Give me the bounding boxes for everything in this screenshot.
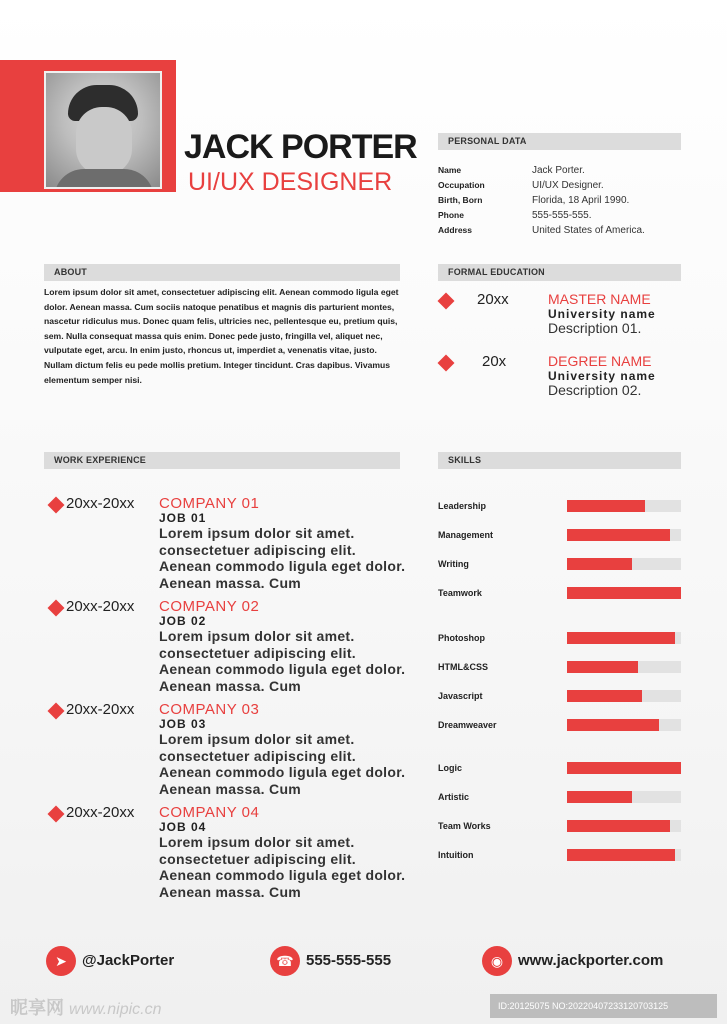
skill-label: HTML&CSS	[438, 662, 488, 672]
contact-phone[interactable]	[270, 946, 430, 976]
education-year: 20xx	[477, 291, 509, 308]
work-years: 20xx-20xx	[66, 701, 135, 718]
skill-label: Dreamweaver	[438, 720, 497, 730]
skill-bar-fill	[567, 587, 681, 599]
skill-label: Writing	[438, 559, 469, 569]
person-title: UI/UX DESIGNER	[188, 168, 393, 196]
bullet-diamond	[48, 600, 65, 617]
skill-bar	[567, 791, 681, 803]
skills-heading: SKILLS	[438, 452, 681, 469]
skill-label: Management	[438, 530, 494, 540]
bullet-diamond	[48, 497, 65, 514]
skill-label: Leadership	[438, 501, 487, 511]
personal-row	[438, 225, 645, 236]
skill-label: Intuition	[438, 850, 474, 860]
watermark-left	[10, 994, 162, 1020]
personal-value: UI/UX Designer.	[532, 180, 604, 191]
work-item	[44, 598, 404, 698]
watermark-id: ID:20125075 NO:20220407233120703125	[490, 994, 717, 1018]
job-title: JOB 04	[159, 820, 207, 834]
education-degree: MASTER NAME	[548, 291, 651, 307]
bullet-diamond	[438, 355, 455, 372]
personal-value: Jack Porter.	[532, 165, 585, 176]
work-item	[44, 701, 404, 801]
skill-label: Javascript	[438, 691, 483, 701]
skill-label: Logic	[438, 763, 462, 773]
twitter-icon: ➤	[46, 946, 76, 976]
skill-bar	[567, 558, 681, 570]
personal-key: Occupation	[438, 180, 485, 190]
phone-icon: ☎	[270, 946, 300, 976]
company-name: COMPANY 02	[159, 598, 260, 615]
personal-key: Name	[438, 165, 462, 175]
twitter-handle: @JackPorter	[82, 952, 175, 969]
skill-label: Team Works	[438, 821, 491, 831]
personal-data-heading: PERSONAL DATA	[438, 133, 681, 150]
company-name: COMPANY 03	[159, 701, 260, 718]
skill-bar	[567, 632, 681, 644]
globe-icon: ◉	[482, 946, 512, 976]
job-title: JOB 01	[159, 511, 207, 525]
job-description: Lorem ipsum dolor sit amet. consectetuer adipiscing elit. Aenean commodo ligula eget dolor. Aenean massa. Cum	[159, 834, 406, 900]
person-name: JACK PORTER	[184, 128, 417, 166]
personal-value: 555-555-555.	[532, 210, 592, 221]
about-text: Lorem ipsum dolor sit amet, consectetuer adipiscing elit. Aenean commodo ligula eget dolor. Aenean massa. Cum sociis natoque penatibus et magnis dis parturient montes, nascetur ridiculus mus. Donec quam felis, ultricies nec, pellentesque eu, pretium quis, sem. Nulla consequat massa quis enim. Donec pede justo, fringilla vel, aliquet nec, vulputate eget, arcu. In enim justo, rhoncus ut, imperdiet a, venenatis vitae, justo. Nullam dictum felis eu pede mollis pretium. Integer tincidunt. Cras dapibus. Vivamus elementum semper nisi.	[44, 287, 399, 385]
skill-bar-fill	[567, 632, 675, 644]
skill-bar	[567, 500, 681, 512]
about-heading: ABOUT	[44, 264, 400, 281]
contact-website[interactable]	[482, 946, 692, 976]
skill-bar	[567, 849, 681, 861]
skill-label: Artistic	[438, 792, 470, 802]
skill-bar	[567, 690, 681, 702]
skill-bar	[567, 820, 681, 832]
personal-key: Birth, Born	[438, 195, 483, 205]
skill-bar-fill	[567, 762, 681, 774]
work-years: 20xx-20xx	[66, 598, 135, 615]
education-description: Description 01.	[548, 320, 642, 336]
education-degree: DEGREE NAME	[548, 353, 652, 369]
skill-bar-fill	[567, 500, 645, 512]
personal-value: United States of America.	[532, 225, 645, 236]
skill-bar-fill	[567, 820, 670, 832]
education-university: University name	[548, 307, 656, 321]
skill-bar-fill	[567, 719, 659, 731]
personal-value: Florida, 18 April 1990.	[532, 195, 630, 206]
job-description: Lorem ipsum dolor sit amet. consectetuer adipiscing elit. Aenean commodo ligula eget dolor. Aenean massa. Cum	[159, 731, 406, 797]
job-title: JOB 02	[159, 614, 207, 628]
bullet-diamond	[48, 806, 65, 823]
work-years: 20xx-20xx	[66, 804, 135, 821]
skill-label: Teamwork	[438, 588, 482, 598]
skill-bar-fill	[567, 661, 638, 673]
work-years: 20xx-20xx	[66, 495, 135, 512]
personal-row	[438, 180, 604, 191]
work-item	[44, 495, 404, 595]
skill-bar	[567, 719, 681, 731]
job-description: Lorem ipsum dolor sit amet. consectetuer adipiscing elit. Aenean commodo ligula eget dolor. Aenean massa. Cum	[159, 525, 406, 591]
skill-bar	[567, 762, 681, 774]
skill-bar-fill	[567, 690, 642, 702]
company-name: COMPANY 04	[159, 804, 260, 821]
education-university: University name	[548, 369, 656, 383]
skill-bar-fill	[567, 791, 632, 803]
job-title: JOB 03	[159, 717, 207, 731]
personal-row	[438, 165, 585, 176]
skill-bar	[567, 661, 681, 673]
bullet-diamond	[438, 293, 455, 310]
skill-label: Photoshop	[438, 633, 485, 643]
bullet-diamond	[48, 703, 65, 720]
education-heading: FORMAL EDUCATION	[438, 264, 681, 281]
education-description: Description 02.	[548, 382, 642, 398]
skill-bar-fill	[567, 849, 675, 861]
job-description: Lorem ipsum dolor sit amet. consectetuer adipiscing elit. Aenean commodo ligula eget dolor. Aenean massa. Cum	[159, 628, 406, 694]
watermark-brand: 昵享网	[10, 998, 64, 1018]
phone-number: 555-555-555	[306, 952, 392, 969]
contact-twitter[interactable]	[46, 946, 236, 976]
skill-bar	[567, 529, 681, 541]
work-item	[44, 804, 404, 904]
profile-photo	[44, 71, 162, 189]
skill-bar-fill	[567, 558, 632, 570]
company-name: COMPANY 01	[159, 495, 260, 512]
personal-key: Address	[438, 225, 473, 235]
personal-key: Phone	[438, 210, 464, 220]
watermark-url: www.nipic.cn	[69, 1001, 162, 1018]
personal-row	[438, 195, 629, 206]
skill-bar-fill	[567, 529, 670, 541]
education-year: 20x	[482, 353, 507, 370]
personal-row	[438, 210, 592, 221]
skill-bar	[567, 587, 681, 599]
website-url: www.jackporter.com	[518, 952, 664, 969]
work-experience-heading: WORK EXPERIENCE	[44, 452, 400, 469]
